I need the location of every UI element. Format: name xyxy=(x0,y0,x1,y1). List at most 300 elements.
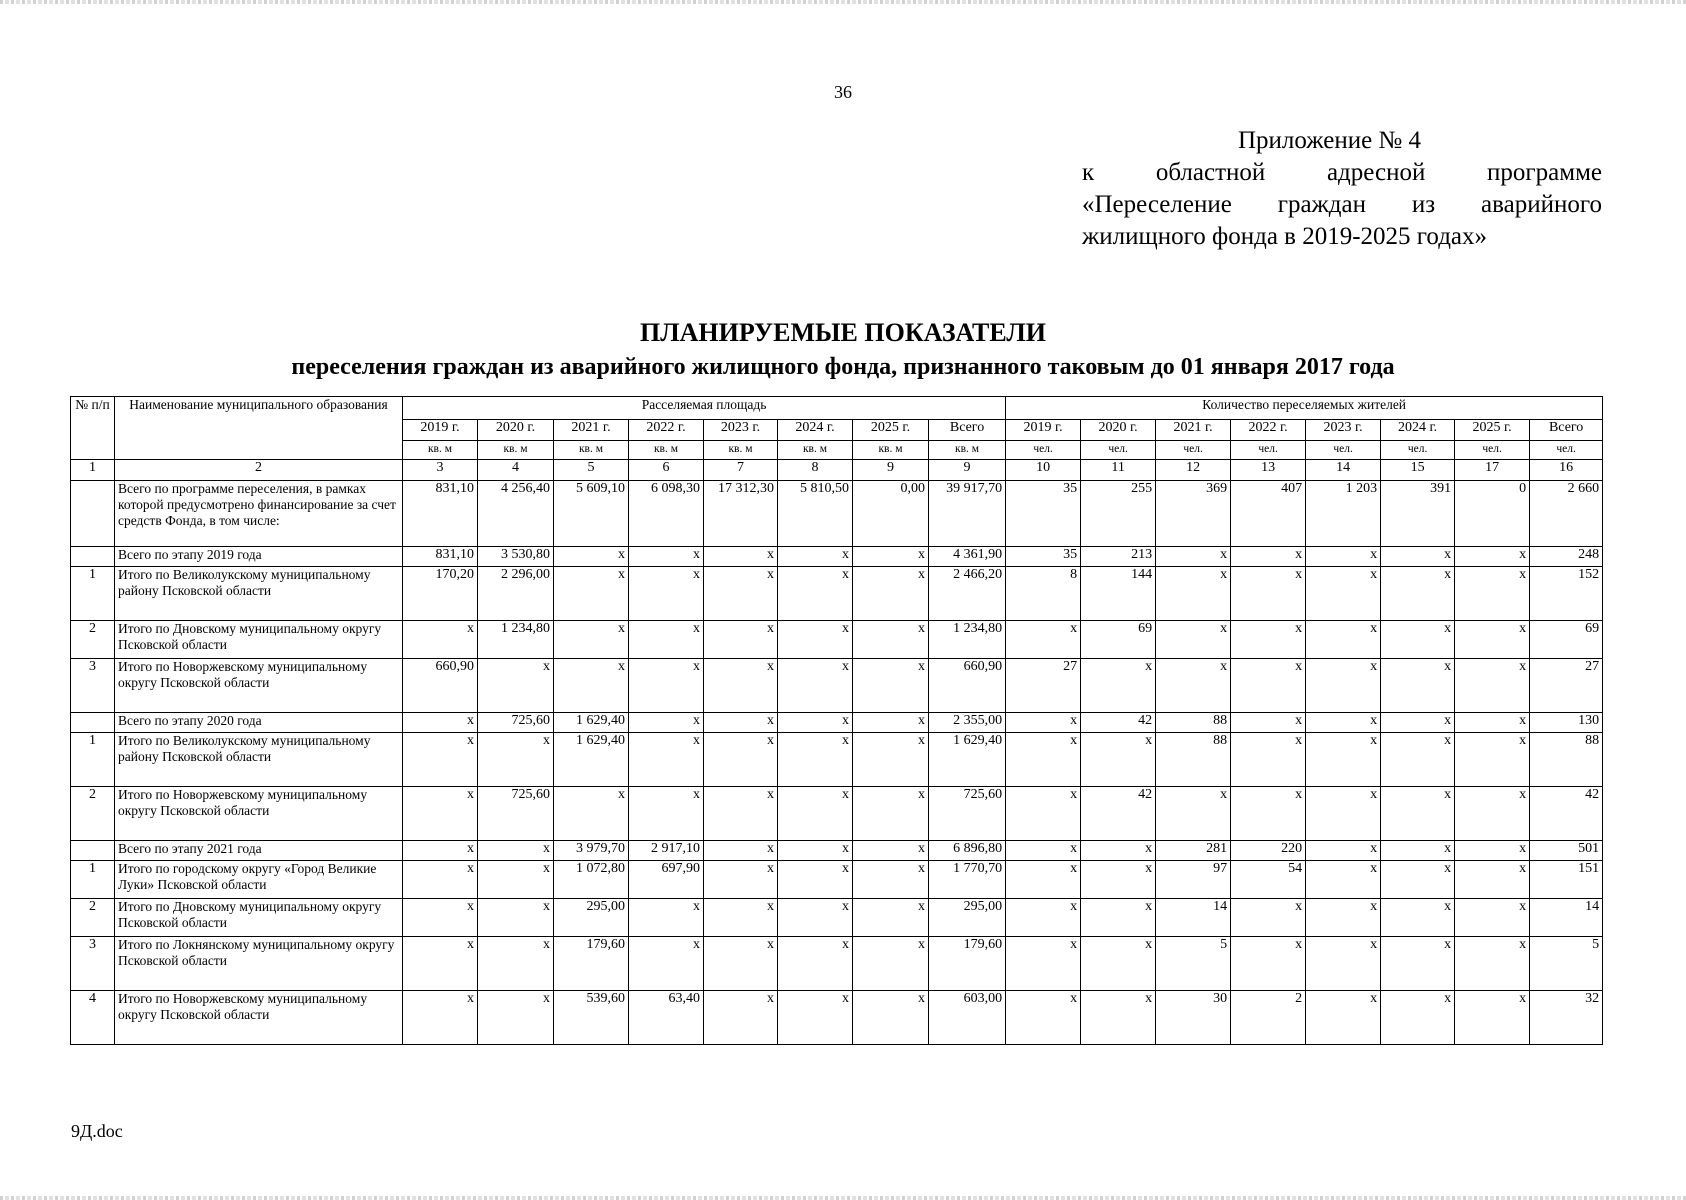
people-value: x xyxy=(1455,733,1530,787)
people-value: x xyxy=(1156,659,1231,713)
area-value: 39 917,70 xyxy=(929,481,1006,547)
area-value: 1 629,40 xyxy=(929,733,1006,787)
area-value: 2 296,00 xyxy=(478,567,554,621)
people-unit-header: чел. xyxy=(1381,441,1455,460)
column-number: 13 xyxy=(1231,460,1306,481)
people-value: x xyxy=(1081,991,1156,1045)
appendix-line-3: жилищного фонда в 2019-2025 годах» xyxy=(1082,223,1488,250)
people-value: 35 xyxy=(1006,547,1081,567)
people-year-header: 2019 г. xyxy=(1006,420,1081,441)
people-value: 0 xyxy=(1455,481,1530,547)
people-unit-header: чел. xyxy=(1306,441,1381,460)
people-value: 152 xyxy=(1530,567,1603,621)
people-value: 27 xyxy=(1006,659,1081,713)
people-value: x xyxy=(1381,899,1455,937)
people-year-header: Всего xyxy=(1530,420,1603,441)
area-value: 3 530,80 xyxy=(478,547,554,567)
people-value: 213 xyxy=(1081,547,1156,567)
area-unit-header: кв. м xyxy=(929,441,1006,460)
area-value: 831,10 xyxy=(403,547,478,567)
column-number: 3 xyxy=(403,460,478,481)
people-value: x xyxy=(1081,861,1156,899)
people-value: 369 xyxy=(1156,481,1231,547)
area-value: x xyxy=(403,937,478,991)
area-value: x xyxy=(704,621,778,659)
people-value: 2 660 xyxy=(1530,481,1603,547)
people-value: x xyxy=(1381,547,1455,567)
area-value: x xyxy=(629,567,704,621)
file-name: 9Д.doc xyxy=(71,1121,123,1141)
people-value: x xyxy=(1381,713,1455,733)
column-number: 4 xyxy=(478,460,554,481)
row-number: 2 xyxy=(71,899,115,937)
people-value: 88 xyxy=(1156,713,1231,733)
people-value: 42 xyxy=(1081,713,1156,733)
municipality-name: Всего по этапу 2019 года xyxy=(115,547,403,567)
people-value: x xyxy=(1306,547,1381,567)
people-value: 88 xyxy=(1530,733,1603,787)
people-value: x xyxy=(1006,861,1081,899)
area-year-header: 2020 г. xyxy=(478,420,554,441)
table-row xyxy=(71,713,1603,733)
people-value: x xyxy=(1006,787,1081,841)
area-year-header: Всего xyxy=(929,420,1006,441)
area-year-header: 2025 г. xyxy=(853,420,929,441)
people-value: x xyxy=(1081,899,1156,937)
people-value: x xyxy=(1156,567,1231,621)
column-number: 11 xyxy=(1081,460,1156,481)
area-value: x xyxy=(403,787,478,841)
row-number: 2 xyxy=(71,621,115,659)
municipality-name: Итого по Дновскому муниципальному округу Псковской области xyxy=(115,621,403,659)
area-value: x xyxy=(704,937,778,991)
people-value: 32 xyxy=(1530,991,1603,1045)
people-value: 501 xyxy=(1530,841,1603,861)
people-value: x xyxy=(1231,713,1306,733)
area-value: x xyxy=(853,841,929,861)
area-value: x xyxy=(629,937,704,991)
area-year-header: 2019 г. xyxy=(403,420,478,441)
area-value: x xyxy=(478,991,554,1045)
people-value: x xyxy=(1381,659,1455,713)
people-value: x xyxy=(1231,899,1306,937)
column-number: 2 xyxy=(115,460,403,481)
area-unit-header: кв. м xyxy=(853,441,929,460)
area-value: x xyxy=(629,733,704,787)
area-value: 725,60 xyxy=(929,787,1006,841)
people-year-header: 2023 г. xyxy=(1306,420,1381,441)
area-value: x xyxy=(478,841,554,861)
people-value: x xyxy=(1306,899,1381,937)
people-value: 391 xyxy=(1381,481,1455,547)
area-value: x xyxy=(853,899,929,937)
people-value: x xyxy=(1006,899,1081,937)
people-unit-header: чел. xyxy=(1006,441,1081,460)
row-number: 1 xyxy=(71,861,115,899)
area-value: 1 629,40 xyxy=(554,733,629,787)
people-value: x xyxy=(1231,659,1306,713)
people-value: x xyxy=(1156,547,1231,567)
area-value: x xyxy=(478,937,554,991)
row-number: 1 xyxy=(71,733,115,787)
people-value: 220 xyxy=(1231,841,1306,861)
area-value: 5 810,50 xyxy=(778,481,853,547)
column-number: 1 xyxy=(71,460,115,481)
area-year-header: 2022 г. xyxy=(629,420,704,441)
area-value: x xyxy=(403,621,478,659)
area-value: x xyxy=(853,861,929,899)
people-year-header: 2024 г. xyxy=(1381,420,1455,441)
people-value: x xyxy=(1231,937,1306,991)
area-year-header: 2024 г. xyxy=(778,420,853,441)
people-value: x xyxy=(1306,841,1381,861)
people-value: x xyxy=(1455,659,1530,713)
people-value: x xyxy=(1455,787,1530,841)
table-row xyxy=(71,899,1603,937)
area-value: 725,60 xyxy=(478,713,554,733)
people-value: x xyxy=(1381,567,1455,621)
table-row xyxy=(71,733,1603,787)
people-value: x xyxy=(1306,713,1381,733)
area-value: x xyxy=(704,733,778,787)
area-value: 6 098,30 xyxy=(629,481,704,547)
area-value: x xyxy=(554,567,629,621)
area-unit-header: кв. м xyxy=(629,441,704,460)
people-value: x xyxy=(1455,713,1530,733)
row-number: 3 xyxy=(71,937,115,991)
appendix-line-2: «Переселение граждан из аварийного xyxy=(1082,191,1602,218)
people-value: x xyxy=(1455,547,1530,567)
people-unit-header: чел. xyxy=(1156,441,1231,460)
people-value: x xyxy=(1381,621,1455,659)
page-number: 36 xyxy=(834,82,852,102)
header-people-group: Количество переселяемых жителей xyxy=(1006,397,1603,420)
people-value: x xyxy=(1306,567,1381,621)
people-value: x xyxy=(1006,991,1081,1045)
area-value: x xyxy=(778,787,853,841)
municipality-name: Итого по Великолукскому муниципальному району Псковской области xyxy=(115,733,403,787)
municipality-name: Всего по этапу 2020 года xyxy=(115,713,403,733)
area-value: x xyxy=(403,899,478,937)
people-value: x xyxy=(1081,937,1156,991)
area-value: 660,90 xyxy=(929,659,1006,713)
area-year-header: 2023 г. xyxy=(704,420,778,441)
column-number: 8 xyxy=(778,460,853,481)
people-value: x xyxy=(1455,567,1530,621)
area-value: 1 629,40 xyxy=(554,713,629,733)
people-value: x xyxy=(1455,621,1530,659)
area-value: x xyxy=(853,567,929,621)
area-value: 697,90 xyxy=(629,861,704,899)
area-value: x xyxy=(778,841,853,861)
header-row-groups xyxy=(71,397,1603,420)
area-value: x xyxy=(629,547,704,567)
area-value: 179,60 xyxy=(929,937,1006,991)
people-value: x xyxy=(1455,937,1530,991)
people-value: x xyxy=(1381,991,1455,1045)
table-row xyxy=(71,937,1603,991)
area-value: x xyxy=(478,899,554,937)
column-number: 17 xyxy=(1455,460,1530,481)
people-value: x xyxy=(1381,861,1455,899)
people-value: 88 xyxy=(1156,733,1231,787)
area-unit-header: кв. м xyxy=(478,441,554,460)
area-value: 4 256,40 xyxy=(478,481,554,547)
people-value: x xyxy=(1306,861,1381,899)
people-year-header: 2025 г. xyxy=(1455,420,1530,441)
people-value: x xyxy=(1381,841,1455,861)
area-value: x xyxy=(853,659,929,713)
people-value: x xyxy=(1455,841,1530,861)
people-value: x xyxy=(1455,991,1530,1045)
column-number: 9 xyxy=(929,460,1006,481)
column-number: 12 xyxy=(1156,460,1231,481)
area-year-header: 2021 г. xyxy=(554,420,629,441)
area-value: x xyxy=(629,899,704,937)
table-row xyxy=(71,481,1603,547)
appendix-block xyxy=(1082,125,1602,253)
municipality-name: Итого по Великолукскому муниципальному району Псковской области xyxy=(115,567,403,621)
people-value: x xyxy=(1231,567,1306,621)
people-value: x xyxy=(1006,713,1081,733)
area-value: x xyxy=(554,787,629,841)
people-value: x xyxy=(1156,787,1231,841)
area-value: x xyxy=(853,991,929,1045)
document-title: ПЛАНИРУЕМЫЕ ПОКАЗАТЕЛИ xyxy=(640,318,1046,347)
area-value: x xyxy=(778,937,853,991)
column-number: 16 xyxy=(1530,460,1603,481)
area-value: 725,60 xyxy=(478,787,554,841)
area-value: 170,20 xyxy=(403,567,478,621)
area-value: 660,90 xyxy=(403,659,478,713)
area-value: x xyxy=(478,861,554,899)
people-value: 27 xyxy=(1530,659,1603,713)
area-value: x xyxy=(704,899,778,937)
people-value: x xyxy=(1081,733,1156,787)
appendix-title: Приложение № 4 xyxy=(1238,127,1422,154)
area-value: x xyxy=(554,659,629,713)
document-subtitle: переселения граждан из аварийного жилищного фонда, признанного таковым до 01 января 2017 года xyxy=(291,354,1395,380)
area-value: x xyxy=(403,991,478,1045)
area-value: x xyxy=(778,991,853,1045)
people-value: 130 xyxy=(1530,713,1603,733)
people-value: x xyxy=(1306,733,1381,787)
area-value: x xyxy=(853,621,929,659)
area-value: x xyxy=(629,713,704,733)
people-value: 69 xyxy=(1530,621,1603,659)
table-row xyxy=(71,991,1603,1045)
area-value: x xyxy=(403,733,478,787)
people-value: x xyxy=(1381,733,1455,787)
area-value: 179,60 xyxy=(554,937,629,991)
people-value: 35 xyxy=(1006,481,1081,547)
area-value: 0,00 xyxy=(853,481,929,547)
appendix-line-1: к областной адресной программе xyxy=(1082,159,1602,186)
people-unit-header: чел. xyxy=(1530,441,1603,460)
municipality-name: Итого по Новоржевскому муниципальному округу Псковской области xyxy=(115,787,403,841)
area-value: 4 361,90 xyxy=(929,547,1006,567)
people-value: 54 xyxy=(1231,861,1306,899)
municipality-name: Итого по Новоржевскому муниципальному округу Псковской области xyxy=(115,659,403,713)
area-unit-header: кв. м xyxy=(778,441,853,460)
area-value: 2 917,10 xyxy=(629,841,704,861)
area-value: 295,00 xyxy=(554,899,629,937)
row-number: 1 xyxy=(71,567,115,621)
area-value: 2 466,20 xyxy=(929,567,1006,621)
municipality-name: Итого по Дновскому муниципальному округу Псковской области xyxy=(115,899,403,937)
people-value: 42 xyxy=(1081,787,1156,841)
people-value: 69 xyxy=(1081,621,1156,659)
column-number: 14 xyxy=(1306,460,1381,481)
people-year-header: 2022 г. xyxy=(1231,420,1306,441)
indicators-table xyxy=(70,396,1603,1045)
row-number xyxy=(71,841,115,861)
people-value: x xyxy=(1306,659,1381,713)
people-value: 144 xyxy=(1081,567,1156,621)
people-value: 2 xyxy=(1231,991,1306,1045)
column-number: 6 xyxy=(629,460,704,481)
area-value: 1 234,80 xyxy=(929,621,1006,659)
area-value: 831,10 xyxy=(403,481,478,547)
column-number: 9 xyxy=(853,460,929,481)
area-value: x xyxy=(778,733,853,787)
area-value: 1 072,80 xyxy=(554,861,629,899)
people-value: x xyxy=(1081,659,1156,713)
row-number xyxy=(71,481,115,547)
row-number xyxy=(71,713,115,733)
people-unit-header: чел. xyxy=(1231,441,1306,460)
table-row xyxy=(71,787,1603,841)
column-number: 10 xyxy=(1006,460,1081,481)
table-row xyxy=(71,659,1603,713)
area-value: x xyxy=(403,713,478,733)
area-value: x xyxy=(629,787,704,841)
people-value: 5 xyxy=(1530,937,1603,991)
area-unit-header: кв. м xyxy=(554,441,629,460)
people-value: 248 xyxy=(1530,547,1603,567)
scan-edge-top xyxy=(0,0,1686,4)
people-value: x xyxy=(1231,547,1306,567)
area-value: x xyxy=(778,899,853,937)
people-value: x xyxy=(1006,841,1081,861)
table-row xyxy=(71,567,1603,621)
area-value: x xyxy=(554,621,629,659)
people-year-header: 2020 г. xyxy=(1081,420,1156,441)
people-value: 255 xyxy=(1081,481,1156,547)
table-body xyxy=(71,397,1603,1045)
row-number: 2 xyxy=(71,787,115,841)
area-value: x xyxy=(778,713,853,733)
people-value: 5 xyxy=(1156,937,1231,991)
people-value: x xyxy=(1306,991,1381,1045)
people-unit-header: чел. xyxy=(1081,441,1156,460)
municipality-name: Итого по Локнянскому муниципальному округу Псковской области xyxy=(115,937,403,991)
area-value: 539,60 xyxy=(554,991,629,1045)
area-value: 6 896,80 xyxy=(929,841,1006,861)
table-row xyxy=(71,861,1603,899)
column-number: 7 xyxy=(704,460,778,481)
people-value: x xyxy=(1156,621,1231,659)
people-value: x xyxy=(1306,937,1381,991)
column-number: 5 xyxy=(554,460,629,481)
people-value: 151 xyxy=(1530,861,1603,899)
people-year-header: 2021 г. xyxy=(1156,420,1231,441)
people-value: 1 203 xyxy=(1306,481,1381,547)
area-value: 63,40 xyxy=(629,991,704,1045)
area-value: x xyxy=(704,713,778,733)
area-value: 3 979,70 xyxy=(554,841,629,861)
people-value: x xyxy=(1006,733,1081,787)
area-value: x xyxy=(853,733,929,787)
people-value: x xyxy=(1381,787,1455,841)
area-value: x xyxy=(853,713,929,733)
people-value: x xyxy=(1455,899,1530,937)
area-value: x xyxy=(778,621,853,659)
municipality-name: Всего по этапу 2021 года xyxy=(115,841,403,861)
area-unit-header: кв. м xyxy=(704,441,778,460)
area-value: 2 355,00 xyxy=(929,713,1006,733)
municipality-name: Итого по городскому округу «Город Великие Луки» Псковской области xyxy=(115,861,403,899)
row-number: 3 xyxy=(71,659,115,713)
people-value: x xyxy=(1306,787,1381,841)
area-value: x xyxy=(478,733,554,787)
people-value: x xyxy=(1006,937,1081,991)
people-value: 97 xyxy=(1156,861,1231,899)
area-value: x xyxy=(704,567,778,621)
table-row xyxy=(71,547,1603,567)
area-value: x xyxy=(853,547,929,567)
people-value: 281 xyxy=(1156,841,1231,861)
scan-edge-bottom xyxy=(0,1196,1686,1200)
people-value: x xyxy=(1231,621,1306,659)
area-value: x xyxy=(554,547,629,567)
people-value: 8 xyxy=(1006,567,1081,621)
header-no: № п/п xyxy=(71,397,115,460)
area-value: 295,00 xyxy=(929,899,1006,937)
area-value: x xyxy=(778,567,853,621)
area-value: 603,00 xyxy=(929,991,1006,1045)
area-value: 17 312,30 xyxy=(704,481,778,547)
column-number: 15 xyxy=(1381,460,1455,481)
header-row-column-numbers xyxy=(71,460,1603,481)
area-value: x xyxy=(778,547,853,567)
header-name: Наименование муниципального образования xyxy=(115,397,403,460)
people-value: x xyxy=(1231,787,1306,841)
area-value: 1 234,80 xyxy=(478,621,554,659)
area-value: x xyxy=(629,621,704,659)
area-value: x xyxy=(778,861,853,899)
people-value: 42 xyxy=(1530,787,1603,841)
table-row xyxy=(71,841,1603,861)
area-value: x xyxy=(704,861,778,899)
people-value: x xyxy=(1231,733,1306,787)
people-value: 30 xyxy=(1156,991,1231,1045)
people-value: x xyxy=(1381,937,1455,991)
table-row xyxy=(71,621,1603,659)
people-value: x xyxy=(1006,621,1081,659)
area-value: 5 609,10 xyxy=(554,481,629,547)
area-value: x xyxy=(853,787,929,841)
area-value: x xyxy=(704,841,778,861)
area-value: x xyxy=(704,787,778,841)
people-value: 14 xyxy=(1156,899,1231,937)
area-value: x xyxy=(778,659,853,713)
people-value: x xyxy=(1455,861,1530,899)
people-value: 14 xyxy=(1530,899,1603,937)
header-area-group: Расселяемая площадь xyxy=(403,397,1006,420)
area-value: x xyxy=(403,861,478,899)
people-value: x xyxy=(1306,621,1381,659)
